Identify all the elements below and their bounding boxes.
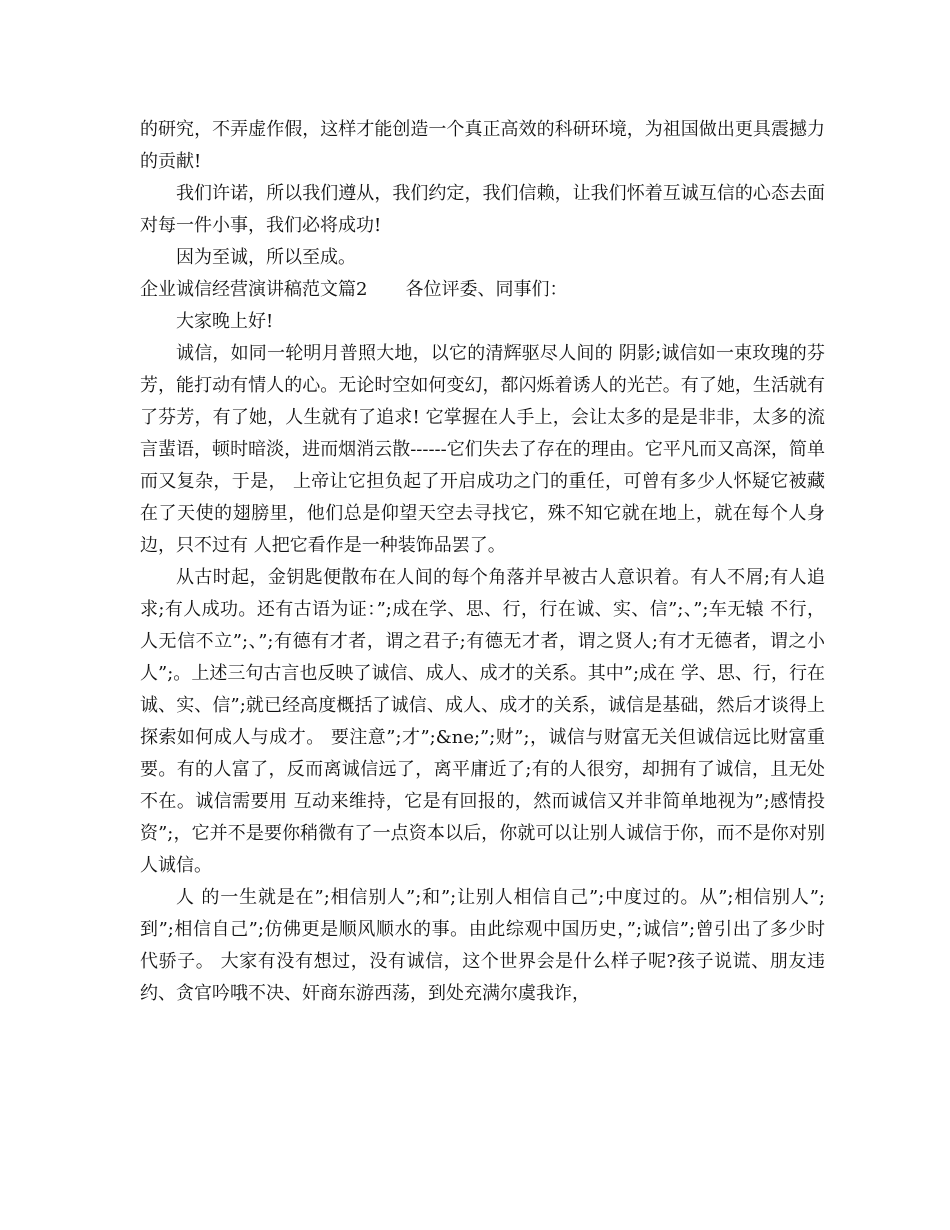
paragraph: 的研究，不弄虚作假，这样才能创造一个真正高效的科研环境，为祖国做出更具震撼力的贡献! <box>140 119 825 172</box>
paragraph: 我们许诺，所以我们遵从，我们约定，我们信赖，让我们怀着互诚互信的心态去面对每一件小事，我们必将成功! <box>140 183 825 236</box>
greeting: 各位评委、同事们： <box>405 279 568 300</box>
paragraph: 从古时起，金钥匙便散布在人间的每个角落并早被古人意识着。有人不屑;有人追求;有人成功。还有古语为证：”;成在学、思、行，行在诚、实、信”;、”;车无辕 不行，人无信不立”;、”;有德有才者，谓之君子;有德无才者，谓之贤人;有才无德者，谓之小人”;。上述三句古言也反映了诚信、成人、成才的关系。其中”;成在 学、思、行，行在诚、实、信”;就已经高度概括了诚信、成人、成才的关系，诚信是基础，然后才谈得上探索如何成人与成才。 要注意”;才”;&ne;”;财”;，诚信与财富无关但诚信远比财富重要。有的人富了，反而离诚信远了，离平庸近了;有的人很穷，却拥有了诚信，且无处不在。诚信需要用 互动来维持，它是有回报的，然而诚信又并非简单地视为”;感情投资”;，它并不是要你稍微有了一点资本以后，你就可以让别人诚信于你，而不是你对别人诚信。 <box>140 567 825 876</box>
paragraph: 诚信，如同一轮明月普照大地，以它的清辉驱尽人间的 阴影;诚信如一束玫瑰的芬芳，能打动有情人的心。无论时空如何变幻，都闪烁着诱人的光芒。有了她，生活就有了芬芳，有了她，人生就有了追求! 它掌握在人手上，会让太多的是是非非，太多的流言蜚语，顿时暗淡，进而烟消云散------它们失去了存在的理由。它平凡而又高深，简单而又复杂，于是， 上帝让它担负起了开启成功之门的重任，可曾有多少人怀疑它被藏在了天使的翅膀里，他们总是仰望天空去寻找它，殊不知它就在地上，就在每个人身边，只不过有 人把它看作是一种装饰品罢了。 <box>140 343 825 556</box>
paragraph: 人 的一生就是在”;相信别人”;和”;让别人相信自己”;中度过的。从”;相信别人”;到”;相信自己”;仿佛更是顺风顺水的事。由此综观中国历史，”;诚信”;曾引出了多少时 代骄子。 大家有没有想过，没有诚信，这个世界会是什么样子呢?孩子说谎、朋友违约、贪官吟哦不决、奸商东游西荡，到处充满尔虞我诈， <box>140 887 825 1004</box>
section-title: 企业诚信经营演讲稿范文篇2 <box>140 279 368 300</box>
paragraph: 因为至诚，所以至成。 <box>176 247 356 268</box>
paragraph: 大家晚上好! <box>176 311 274 332</box>
document-body <box>140 114 825 1010</box>
section-heading <box>140 274 825 306</box>
